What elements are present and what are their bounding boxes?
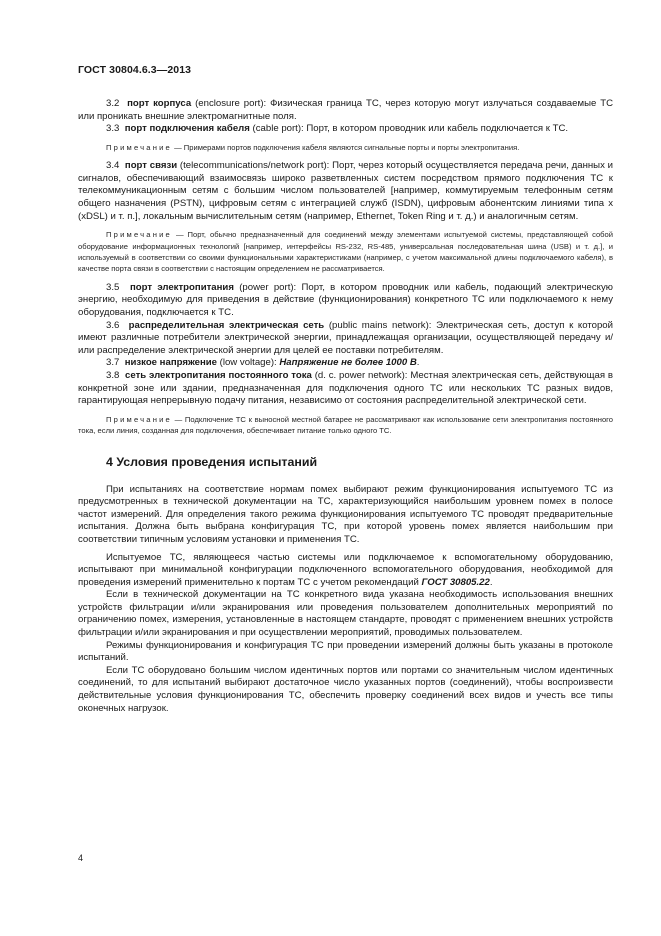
clause-3-7: 3.7 низкое напряжение (low voltage): Напряжение не более 1000 В. [106,357,420,369]
term-dc-network: сеть электропитания постоянного тока [125,369,312,381]
gost-reference: ГОСТ 30805.22 [421,576,490,588]
term-public-mains: распределительная электрическая сеть [128,319,325,331]
section-4-para-5: Если ТС оборудовано большим числом идентичных портов или портами со значительным числом идентичных соединений, то для испытаний выбирают достаточное число указанных портов (соединений), чтобы воспроизвести действительные условия функционирования ТС, обеспечить проверку соединений всех видов и учесть все типы оконечных нагрузок. [78,664,613,714]
term-telecom-port: порт связи [124,160,178,172]
section-4-para-3: Если в технической документации на ТС конкретного вида указана необходимость использования внешних устройств фильтрации и/или экранирования или проведения пользователем дополнительных мероприятий по ограничению помех, измерения, установленные в настоящем стандарте, проводят с применением внешних устройств фильтрации и/или экранирования и при осуществлении мероприятий, проводимых пользователем. [78,589,613,639]
page-number: 4 [78,853,84,863]
section-4-para-1: При испытаниях на соответствие нормам помех выбирают режим функционирования испытуемого ТС из предусмотренных в технической документации на ТС, характеризующийся наибольшим уровнем помех в полосе частот измерений. Для определения такого режима функционирования испытуемого ТС проводят предварительные испытания. Должна быть выбрана конфигурация ТС, при которой уровень помех является наибольшим при соответствии типичным условиям установки и применения ТС. [78,483,613,545]
section-4-para-4: Режимы функционирования и конфигурация ТС при проведении измерений должны быть указаны в протоколе испытаний. [78,639,613,664]
section-4-para-2: Испытуемое ТС, являющееся частью системы или подключаемое к вспомогательному оборудованию, испытывают при минимальной конфигурации подключенного вспомогательного оборудования, необходимой для проведения измерений применительно к портам ТС с учетом рекомендаций ГОСТ 30805.22. [78,551,613,588]
note-1: Примечание — Примерами портов подключения кабеля являются сигнальные порты и порты электропитания. [106,142,520,152]
clause-3-2: 3.2 порт корпуса (enclosure port): Физическая граница ТС, через которую могут излучаться создаваемые ТС или проникать внешние электромагнитные поля. [78,98,613,122]
clause-3-5: 3.5 порт электропитания (power port): Порт, в котором проводник или кабель, подающий электрическую энергию, необходимую для приведения в действие (функционирования) конкретного ТС или подключаемого к нему оборудования, подключается к ТС. [78,281,613,318]
clause-3-3: 3.3 порт подключения кабеля (cable port): Порт, в котором проводник или кабель подключается к ТС. [106,123,569,135]
low-voltage-definition: Напряжение не более 1000 В [279,357,417,369]
document-page [78,64,613,715]
clause-3-4: 3.4 порт связи (telecommunications/network port): Порт, через который осуществляется передача речи, данных и сигналов, обеспечивающий взаимосвязь широко разветвленных систем посредством прямого подключения ТС к телекоммуникационным сетям с большим числом пользователей [например, коммутируемым телефонным сетям общего назначения (PSTN), цифровым сетям с интеграцией служб (ISDN), цифровым абонентским линиями типа x (xDSL) и т. п.], локальным вычислительным сетям (например, Ethernet, Token Ring и т. д.) и аналогичным сетям. [78,160,614,222]
clause-3-6: 3.6 распределительная электрическая сеть (public mains network): Электрическая сеть, доступ к которой имеют различные потребители электрической энергии, принадлежащая организации, осуществляющей передачу и/или распределение электрической энергии для целей ее поставки потребителям. [78,319,613,356]
document-header: ГОСТ 30804.6.3—2013 [78,64,192,76]
term-low-voltage: низкое напряжение [124,357,217,369]
clause-3-8: 3.8 сеть электропитания постоянного тока (d. c. power network): Местная электрическая сеть, действующая в конкретной зоне или здании, предназначенная для подключения одного ТС или нескольких ТС разных видов, гарантирующая непрерывную подачу питания, независимо от состояния распределительной электрической сети. [78,369,613,407]
term-power-port: порт электропитания [129,281,234,293]
note-2: Примечание — Порт, обычно предназначенный для соединений между элементами испытуемой системы, представляющей собой оборудование информационных технологий [например, интерфейсы RS-232, RS-485, универсальная последовательная шина (USB) и т. д.], и используемый в соответствии со своими функциональными характеристиками (например, с учетом максимальной длины подключаемого кабеля), в качестве порта связи в соответствии с настоящим определением не рассматривается. [78,230,613,274]
note-3: Примечание — Подключение ТС к выносной местной батарее не рассматривают как использование сети электропитания постоянного тока, если линия, созданная для подключения, обеспечивает питание только одного ТС. [78,414,613,436]
term-enclosure-port: порт корпуса [127,98,192,109]
term-cable-port: порт подключения кабеля [124,123,250,135]
section-4-title: 4 Условия проведения испытаний [106,454,318,469]
